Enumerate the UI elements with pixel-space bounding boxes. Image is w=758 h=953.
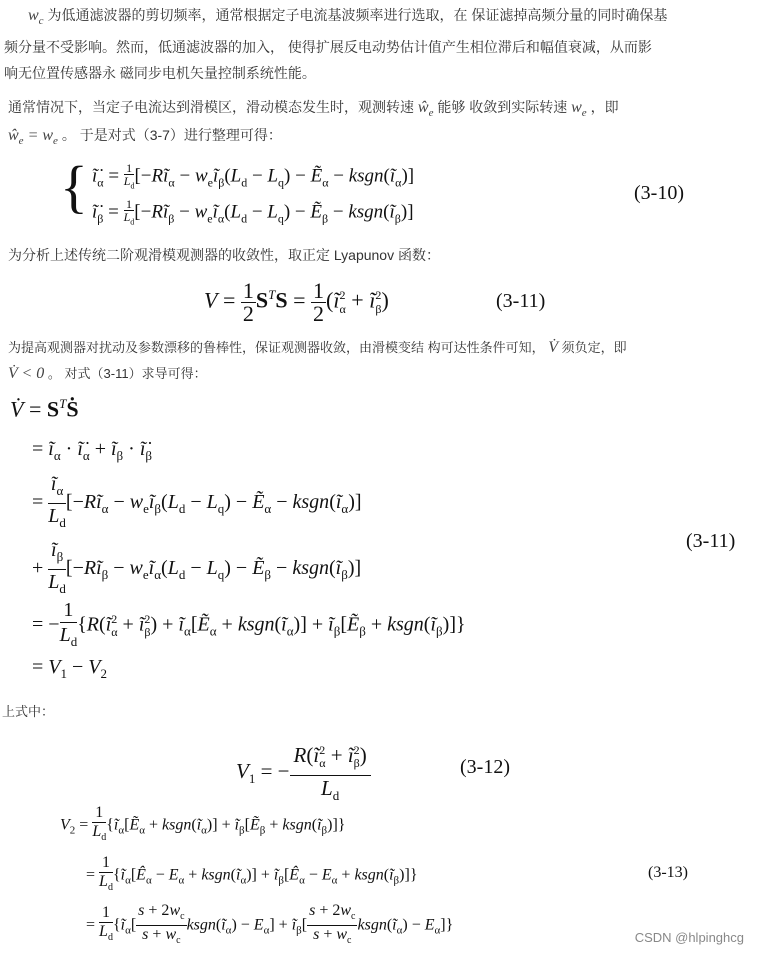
math-wc: $w_c$	[28, 7, 44, 28]
paragraph-2-text-b: 能够 收敛到实际转速	[437, 99, 568, 115]
equation-3-13-line-3: = $\frac{1}{L_d}$ {$ĩ_\alpha$[ $\frac{s + 2w_c}{s + w_c}$ $ksgn(ĩ_\alpha) - E_\alpha$] + $ĩ_\beta$[ $\frac{s + 2w_c}{s + w_c}$ $ksgn(ĩ_\alpha) - E_\alpha$]}	[86, 902, 454, 947]
paragraph-3: 为分析上述传统二阶观滑模观测器的收敛性，取正定 Lyapunov 函数：	[8, 247, 440, 263]
paragraph-1-text-a: 为低通滤波器的剪切频率，通常根据定子电流基波频率进行选取，在 保证滤掉高频分量的同时确保基	[47, 7, 668, 23]
equation-3-11-line-2: = $ĩ_\alpha$ · $ĩ̇_\alpha$ + $ĩ_\beta$ · $ĩ̇_\beta$	[32, 438, 153, 463]
paragraph-4	[8, 336, 756, 360]
equation-number-3-11a: (3-11)	[496, 290, 546, 312]
equation-number-3-12: (3-12)	[460, 756, 510, 778]
math-what: $ŵ_e$	[417, 99, 434, 120]
paragraph-4-text-c: 。 对式（3-11）求导可得：	[47, 366, 207, 381]
math-what-eq-we: $ŵ_e = w_e$	[8, 127, 58, 148]
paragraph-2-text-a: 通常情况下，当定子电流达到滑模区，滑动模态发生时，观测转速	[8, 99, 414, 115]
equation-number-3-10: (3-10)	[634, 182, 684, 204]
paragraph-2-text-d: 。 于是对式（3-7）进行整理可得：	[61, 127, 282, 143]
equation-3-12: $V_1$ = − $\frac{R(ĩ^2_\alpha + ĩ^2_\beta)}{L_d}$	[236, 738, 371, 808]
paragraph-4-line-2	[8, 362, 756, 386]
math-vdot: V̇	[548, 339, 559, 356]
paragraph-4-text-a: 为提高观测器对扰动及参数漂移的鲁棒性，保证观测器收敛，由滑模变结 构可达性条件可知，	[8, 340, 545, 355]
equation-number-3-11b: (3-11)	[686, 530, 736, 552]
paragraph-1	[28, 2, 754, 34]
paragraph-4-text-b: 须负定，即	[561, 340, 627, 355]
paragraph-2-line-2	[8, 122, 756, 154]
equation-3-13-line-1: $V_2$ = $\frac{1}{L_d}$ {$ĩ_\alpha[Ẽ_\alpha$ + $ksgn(ĩ_\alpha)$] + $ĩ_\beta[Ẽ_\beta$ + $ksgn(ĩ_\beta)$]}	[60, 804, 346, 844]
equation-3-11-line-5: = − $\frac{1}{L_d}$ {$R(ĩ^2_\alpha$ + $ĩ^2_\beta$) + $ĩ_\alpha[Ẽ_\alpha$ + $ksgn(ĩ_\alpha)$] + $ĩ_\beta[Ẽ_\beta$ + $ksgn(ĩ_\beta)$]}	[32, 599, 466, 649]
equation-3-11-line-4: + $\frac{ĩ_\beta}{L_d}$ [$-Rĩ_\beta$ − $w_eĩ_\alpha(L_d - L_q)$ − Ẽ$_\beta$ − $ksgn(ĩ_\beta)$]	[32, 539, 362, 596]
equation-number-3-13: (3-13)	[648, 864, 688, 881]
csdn-watermark: CSDN @hlpinghcg	[634, 930, 744, 945]
equation-3-13-line-2: = $\frac{1}{L_d}$ {$ĩ_\alpha[Ê_\alpha - E_\alpha$ + $ksgn(ĩ_\alpha)$] + $ĩ_\beta[Ê_\alpha - E_\alpha$ + $ksgn(ĩ_\beta)$]}	[86, 854, 418, 894]
equation-3-10-brace: {	[60, 154, 88, 219]
equation-3-11-line-1: V̇ = $S^TṠ$	[10, 396, 79, 422]
equation-3-11-line-3: = $\frac{ĩ_\alpha}{L_d}$ [$-Rĩ_\alpha$ − $w_eĩ_\beta(L_d - L_q)$ − Ẽ$_\alpha$ − $ksgn(ĩ_\alpha)$]	[32, 473, 362, 530]
equation-3-11-line-6: = $V_1 - V_2$	[32, 656, 107, 681]
paragraph-1-line-3: 响无位置传感器永 磁同步电机矢量控制系统性能。	[4, 65, 316, 81]
equation-3-11-lyapunov: V = $\frac{1}{2}$ $S^TS$ = $\frac{1}{2}$ ($ĩ^2_\alpha$ + $ĩ^2_\beta$)	[204, 278, 389, 326]
paragraph-5: 上式中：	[2, 704, 55, 719]
paragraph-1-line-2: 频分量不受影响。然而，低通滤波器的加入， 使得扩展反电动势估计值产生相位滞后和幅值衰减，从而影	[4, 39, 652, 55]
math-vdot-lt-zero: V̇ < 0	[8, 365, 45, 382]
math-we: $w_e$	[571, 99, 587, 120]
paragraph-2-text-c: ，即	[590, 99, 619, 115]
equation-3-10-line-1: $ĩ̇_\alpha$ = $\frac{1}{L_d}$ [$-Rĩ_\alpha$ − $w_eĩ_\beta(L_d - L_q)$ − Ẽ$_\alpha$ − $ksgn(ĩ_\alpha)$]	[92, 161, 415, 191]
equation-3-10-line-2: $ĩ̇_\beta$ = $\frac{1}{L_d}$ [$-Rĩ_\beta$ − $w_eĩ_\alpha(L_d - L_q)$ − Ẽ$_\beta$ − $ksgn(ĩ_\beta)$]	[92, 197, 414, 227]
